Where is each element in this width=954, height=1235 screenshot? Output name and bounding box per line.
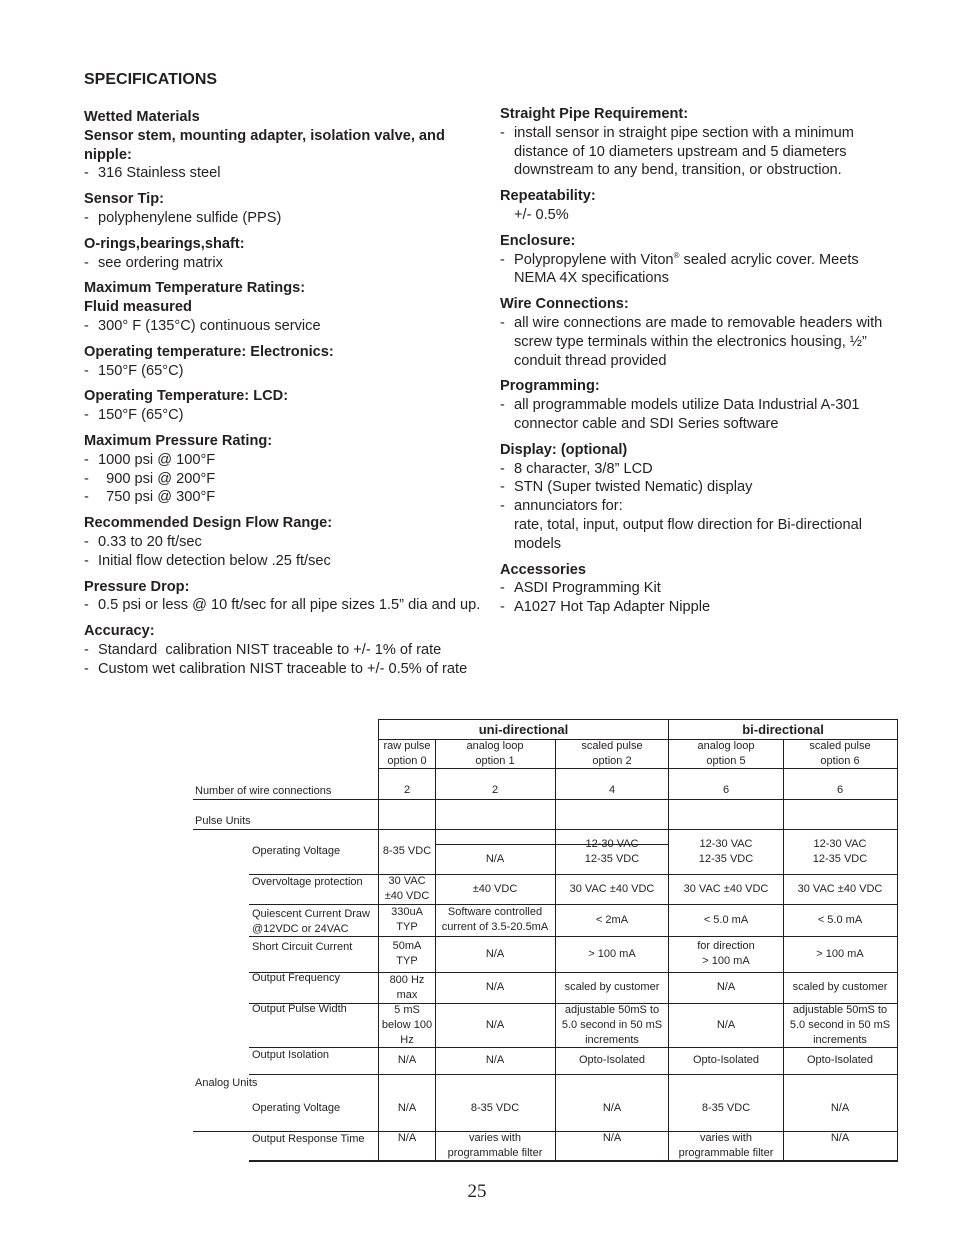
spec-item-text: see ordering matrix (98, 254, 223, 271)
table-cell (379, 775, 435, 805)
cell-text-line: increments (585, 1033, 639, 1046)
section-label-analog-units: Analog Units (195, 1077, 258, 1089)
cell-text-line: max (396, 988, 418, 1001)
spec-item-text: 300° F (135°C) continuous service (98, 317, 321, 334)
table-cell (379, 836, 435, 866)
cell-text-line: N/A (485, 1054, 505, 1066)
bullet-dash: - (84, 533, 89, 550)
spec-item: - install sensor in straight pipe section with a minimum distance of 10 diameters upstream and 5 diameters downstream to any bend, transition, or obstruction. (500, 124, 854, 179)
cell-text-line: 12-35 VDC (698, 852, 754, 865)
cell-text-line: 12-30 VAC (585, 837, 639, 850)
table-cell (669, 936, 783, 972)
spec-item-text: 750 psi @ 300°F (98, 489, 216, 506)
cell-text-line: programmable filter (678, 1147, 774, 1159)
row-label (252, 1101, 340, 1116)
cell-text-line: > 100 mA (588, 947, 636, 960)
row-label (252, 1002, 347, 1017)
row-label (252, 971, 340, 986)
section-title: Sensor stem, mounting adapter, isolation valve, and nipple: (84, 127, 445, 163)
row-label-line: Pulse Units (195, 815, 251, 827)
bullet-dash: - (84, 451, 89, 468)
cell-text-line: ±40 VDC (384, 890, 430, 902)
row-label-line: Short Circuit Current (252, 941, 353, 953)
cell-text-line: increments (813, 1033, 867, 1046)
cell-text-line: raw pulse (383, 740, 431, 752)
section-title: Pressure Drop: (84, 578, 190, 595)
table-cell (669, 1131, 783, 1161)
table-cell (379, 1047, 435, 1074)
spec-item-text: 316 Stainless steel (98, 165, 221, 182)
bullet-dash: - (84, 660, 89, 677)
cell-text-line: N/A (485, 981, 505, 993)
bullet-dash: - (84, 597, 89, 614)
cell-text-line: ±40 VDC (472, 882, 518, 895)
cell-text-line: 800 Hz (389, 973, 425, 986)
table-cell (783, 1131, 897, 1161)
cell-text-line: N/A (716, 1018, 736, 1031)
cell-text-line: 30 VAC ±40 VDC (797, 882, 883, 895)
spec-item-text: 150°F (65°C) (98, 407, 184, 424)
table-cell (435, 1093, 555, 1123)
table-cell (435, 1047, 555, 1074)
table-cell (669, 775, 783, 805)
bullet-dash: - (84, 641, 89, 658)
bullet-dash: - (84, 165, 89, 182)
section-title: Accuracy: (84, 623, 155, 640)
column-header (669, 739, 783, 769)
cell-text-line: for direction (697, 940, 755, 952)
section-title: Sensor Tip: (84, 191, 165, 208)
bullet-dash: - (84, 489, 89, 506)
table-cell (555, 1047, 669, 1074)
table-cell (669, 1093, 783, 1123)
table-cell (669, 829, 783, 874)
cell-text-line: 6 (722, 783, 730, 796)
spec-item: - A1027 Hot Tap Adapter Nipple (500, 599, 711, 616)
bullet-dash: - (84, 317, 89, 334)
cell-text-line: Hz (400, 1033, 414, 1046)
spec-item-text: 0.5 psi or less @ 10 ft/sec for all pipe sizes 1.5” dia and up. (98, 597, 481, 614)
section-title: Wire Connections: (500, 296, 629, 313)
table-cell (555, 936, 669, 972)
cell-text-line: N/A (397, 1101, 417, 1114)
spec-item: - STN (Super twisted Nematic) display (500, 479, 753, 496)
bullet-dash: - (84, 552, 89, 569)
cell-text-line: > 100 mA (702, 955, 750, 967)
cell-text-line: 2 (403, 783, 411, 796)
bullet-dash: - (84, 407, 89, 424)
cell-text-line: scaled by customer (792, 981, 888, 993)
cell-text-line: 8-35 VDC (470, 1101, 520, 1114)
table-cell (555, 829, 669, 874)
table-cell (669, 1047, 783, 1074)
table-cell (783, 775, 897, 805)
cell-text-line: 8-35 VDC (382, 844, 432, 857)
cell-text-line: N/A (485, 947, 505, 960)
cell-text-line: 6 (836, 783, 844, 796)
spec-item-text: 900 psi @ 200°F (98, 470, 216, 487)
group-header-bi-directional: bi-directional (742, 722, 824, 737)
cell-text-line: Software controlled (447, 906, 543, 918)
section-title: Operating temperature: Electronics: (84, 343, 334, 360)
registered-mark: ® (673, 250, 680, 260)
table-cell (555, 874, 669, 904)
cell-text-line: < 5.0 mA (703, 913, 749, 926)
table-cell (783, 829, 897, 874)
spec-item: - annunciators for: (500, 498, 623, 515)
table-cell (435, 904, 555, 936)
table-cell (783, 1047, 897, 1074)
table-cell (555, 972, 669, 1003)
column-header (555, 739, 669, 769)
section-title: Accessories (500, 561, 587, 578)
table-cell (783, 874, 897, 904)
section-title: Maximum Pressure Rating: (84, 432, 273, 449)
section-title: O-rings,bearings,shaft: (84, 235, 245, 252)
table-cell (379, 936, 435, 972)
table-cell (783, 1093, 897, 1123)
cell-text-line: option 2 (592, 755, 632, 767)
table-rule (249, 874, 250, 875)
row-label (252, 1048, 329, 1063)
table-cell (379, 972, 435, 1003)
table-cell (435, 1131, 555, 1161)
cell-text-line: 30 VAC ±40 VDC (683, 882, 769, 895)
cell-text-line: N/A (485, 1018, 505, 1031)
row-label (195, 784, 331, 799)
cell-text-line: TYP (396, 955, 418, 967)
cell-text-line: 330uA (391, 906, 423, 918)
table-cell (669, 972, 783, 1003)
spec-item-text: polyphenylene sulfide (PPS) (98, 209, 282, 226)
table-cell (555, 1003, 669, 1047)
section-title: Straight Pipe Requirement: (500, 106, 689, 122)
cell-text-line: N/A (397, 1054, 417, 1066)
page-number: 25 (467, 1181, 487, 1202)
row-label-line: Number of wire connections (195, 785, 332, 797)
cell-text-line: 5.0 second in 50 mS (789, 1018, 891, 1031)
cell-text-line: TYP (396, 921, 418, 933)
row-label (252, 907, 370, 937)
row-label (252, 875, 363, 890)
row-label-line: Operating Voltage (252, 1102, 341, 1114)
cell-text-line: current of 3.5-20.5mA (441, 921, 549, 933)
row-label-line: Output Frequency (252, 972, 341, 984)
table-cell (783, 972, 897, 1003)
cell-text-line: scaled pulse (581, 740, 643, 752)
cell-text-line: varies with (469, 1132, 521, 1144)
column-header (379, 739, 435, 769)
table-cell (555, 775, 669, 805)
cell-text-line: Opto-Isolated (692, 1054, 760, 1066)
cell-text-line: adjustable 50mS to (564, 1003, 660, 1016)
table-cell (669, 1003, 783, 1047)
table-cell (435, 1003, 555, 1047)
row-label-line: Overvoltage protection (252, 876, 363, 888)
cell-text-line: analog loop (697, 740, 755, 752)
table-cell (379, 904, 435, 936)
table-cell (669, 874, 783, 904)
row-label (252, 940, 352, 955)
cell-text-line: below 100 (381, 1018, 433, 1031)
cell-text-line: N/A (485, 852, 505, 865)
cell-text-line: option 5 (706, 755, 746, 767)
cell-text-line: < 2mA (595, 913, 629, 926)
cell-text-line: Opto-Isolated (578, 1054, 646, 1066)
table-rule (897, 719, 898, 1162)
column-header (783, 739, 897, 769)
section-title: Operating Temperature: LCD: (84, 388, 289, 405)
table-cell (435, 775, 555, 805)
cell-text-line: 12-35 VDC (812, 852, 868, 865)
spec-item-text: 150°F (65°C) (98, 362, 184, 379)
cell-text-line: analog loop (466, 740, 524, 752)
cell-text-line: 50mA (392, 940, 422, 952)
bullet-dash: - (84, 209, 89, 226)
table-cell (783, 936, 897, 972)
cell-text-line: 5.0 second in 50 mS (561, 1018, 663, 1031)
cell-text-line: 12-30 VAC (699, 837, 753, 850)
spec-item: - ASDI Programming Kit (500, 580, 661, 597)
cell-text-line: varies with (700, 1132, 752, 1144)
section-title: Fluid measured (84, 299, 192, 316)
section-title: Programming: (500, 378, 600, 395)
section-title: Recommended Design Flow Range: (84, 515, 333, 532)
row-label-line: Output Response Time (252, 1133, 365, 1145)
spec-item: - 8 character, 3/8” LCD (500, 460, 653, 477)
table-cell (379, 874, 435, 904)
table-cell (555, 1131, 669, 1161)
cell-text-line: adjustable 50mS to (792, 1003, 888, 1016)
bullet-dash: - (84, 254, 89, 271)
cell-text-line: N/A (830, 1132, 850, 1144)
section-title: Display: (optional) (500, 441, 628, 458)
row-label-line: @12VDC or 24VAC (252, 923, 349, 935)
cell-text-line: option 6 (820, 755, 860, 767)
cell-text-line: 8-35 VDC (701, 1101, 751, 1114)
cell-text-line: programmable filter (447, 1147, 543, 1159)
spec-item: - all programmable models utilize Data Industrial A-301 connector cable and SDI Series software (500, 397, 860, 432)
row-label-line: Output Isolation (252, 1049, 330, 1061)
row-label-line: Operating Voltage (252, 845, 341, 857)
row-label (252, 844, 340, 859)
table-cell (555, 1093, 669, 1123)
table-cell (379, 1003, 435, 1047)
cell-text-line: 12-35 VDC (584, 852, 640, 865)
table-cell (783, 1003, 897, 1047)
cell-text-line: N/A (716, 981, 736, 993)
cell-text-line: < 5.0 mA (817, 913, 863, 926)
cell-text-line: 30 VAC (388, 875, 426, 887)
table-cell (379, 1093, 435, 1123)
cell-text-line: option 0 (387, 755, 427, 767)
cell-text-line: N/A (602, 1132, 622, 1144)
section-title: Maximum Temperature Ratings: (84, 280, 306, 297)
spec-item-text: 0.33 to 20 ft/sec (98, 533, 202, 550)
table-rule (378, 719, 898, 720)
cell-text-line: N/A (602, 1101, 622, 1114)
table-cell (435, 936, 555, 972)
spec-item-text: Custom wet calibration NIST traceable to +/- 0.5% of rate (98, 660, 468, 677)
cell-text-line: N/A (397, 1132, 417, 1144)
table-rule (249, 1074, 898, 1075)
section-title: Enclosure: (500, 232, 576, 249)
spec-item-text: 1000 psi @ 100°F (98, 451, 216, 468)
cell-text-line: 5 mS (394, 1003, 420, 1016)
cell-text-line: scaled pulse (809, 740, 871, 752)
table-cell (435, 844, 555, 874)
cell-text-line: 30 VAC ±40 VDC (569, 882, 655, 895)
spec-item-text: Initial flow detection below .25 ft/sec (98, 552, 331, 569)
table-cell (435, 972, 555, 1003)
group-header-uni-directional: uni-directional (478, 722, 569, 737)
spec-item-text: Standard calibration NIST traceable to +/- 1% of rate (98, 641, 442, 658)
cell-text-line: > 100 mA (816, 947, 864, 960)
cell-text-line: N/A (830, 1101, 850, 1114)
row-label-line: Output Pulse Width (252, 1003, 347, 1015)
section-title: Wetted Materials (84, 109, 200, 125)
cell-text-line: 4 (608, 783, 616, 796)
bullet-dash: - (84, 470, 89, 487)
spec-item: - Polypropylene with Viton® sealed acrylic cover. Meets NEMA 4X specifications (500, 250, 859, 287)
bullet-dash: - (84, 362, 89, 379)
column-header (435, 739, 555, 769)
cell-text-line: 12-30 VAC (813, 837, 867, 850)
spec-continuation: rate, total, input, output flow direction for Bi-directional models (514, 516, 862, 552)
table-cell (555, 904, 669, 936)
spec-item: - all wire connections are made to removable headers with screw type terminals within the electronics housing, ½” conduit thread provided (500, 314, 883, 369)
table-cell (379, 1131, 435, 1161)
table-rule (249, 1160, 898, 1161)
section-title: Repeatability: (500, 188, 596, 205)
table-cell (669, 904, 783, 936)
row-label (252, 1132, 365, 1147)
table-rule (379, 768, 898, 769)
table-cell (435, 874, 555, 904)
cell-text-line: Opto-Isolated (806, 1054, 874, 1066)
spec-value: +/- 0.5% (514, 206, 569, 223)
page-title: SPECIFICATIONS (84, 71, 218, 88)
cell-text-line: scaled by customer (564, 981, 660, 993)
table-cell (783, 904, 897, 936)
cell-text-line: 2 (491, 783, 499, 796)
table-rule (249, 1161, 898, 1162)
section-label-pulse-units (195, 814, 251, 829)
row-label-line: Quiescent Current Draw (252, 908, 370, 920)
cell-text-line: option 1 (475, 755, 515, 767)
